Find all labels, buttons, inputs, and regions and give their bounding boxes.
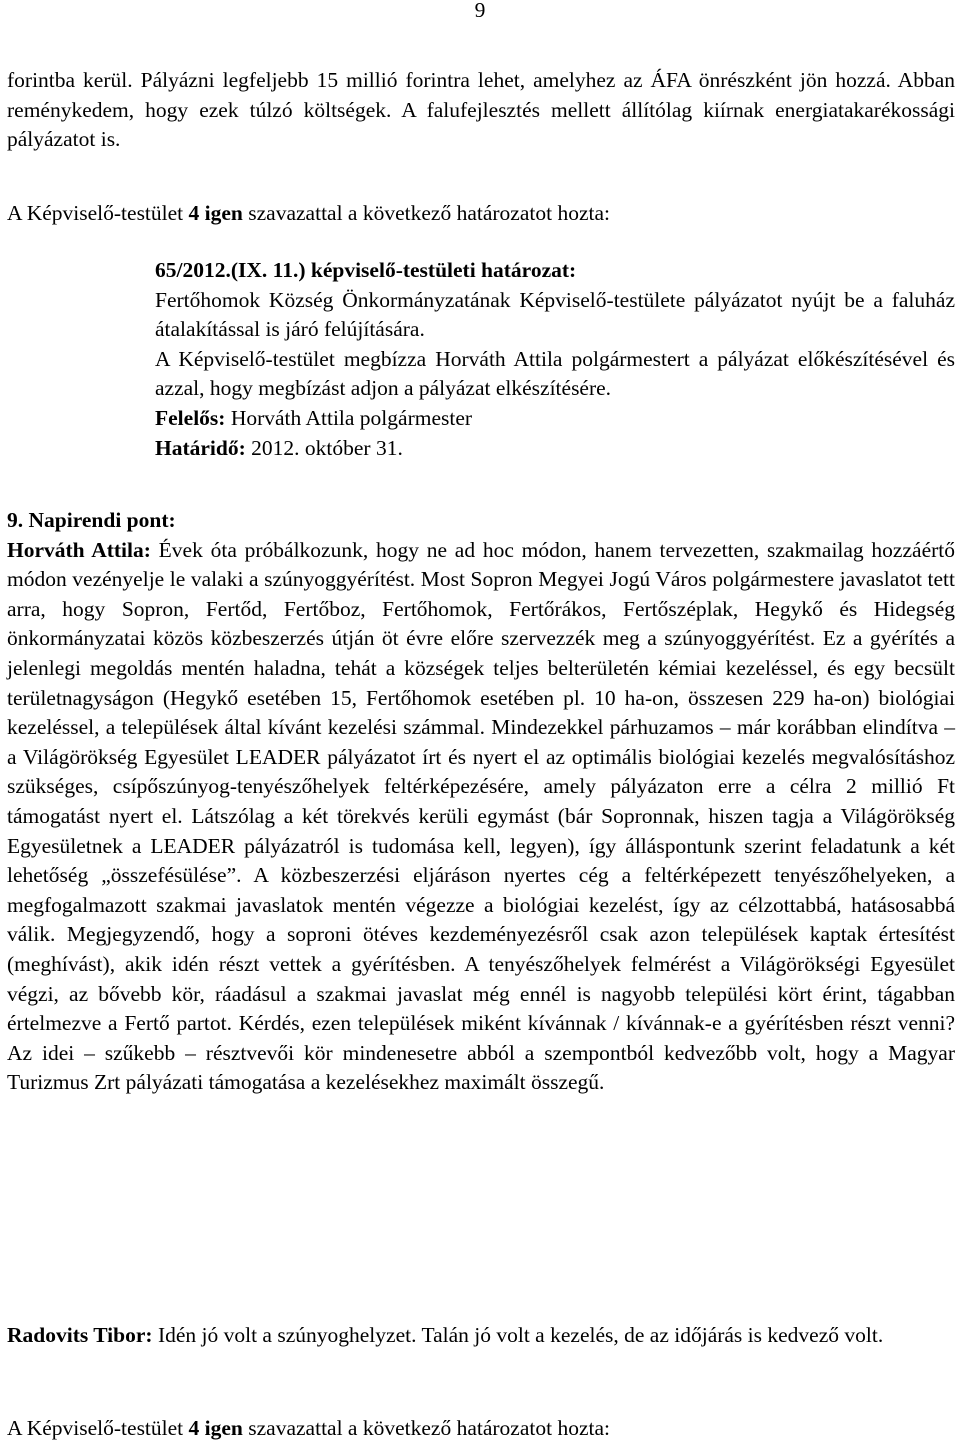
speaker-name: Radovits Tibor:	[7, 1323, 153, 1347]
responsible-label: Felelős:	[155, 405, 226, 430]
responsible-value: Horváth Attila polgármester	[230, 405, 473, 430]
resolution-responsible	[155, 404, 955, 434]
vote-text-after: szavazattal a következő határozatot hozta:	[248, 201, 610, 225]
resolution-number: 65/2012.(IX. 11.) képviselő-testületi határozat:	[155, 258, 577, 282]
resolution-body-1: Fertőhomok Község Önkormányzatának Képviselő-testülete pályázatot nyújt be a faluház átalakítással is járó felújítására.	[155, 287, 955, 342]
vote-text-before: A Képviselő-testület	[7, 1416, 184, 1440]
speaker-name: Horváth Attila:	[7, 537, 151, 562]
speech-1	[7, 536, 955, 1098]
speech-text: Évek óta próbálkozunk, hogy ne ad hoc módon, hanem tervezetten, szakmailag hozzáértő módon vezényelje le valaki a szúnyoggyérítést. Most Sopron Megyei Jogú Város polgármestere javaslatot tett arra, hogy Sopron, Fertőd, Fertőboz, Fertőhomok, Fertőrákos, Fertőszéplak, Hegykő és Hidegség önkormányzatai közös közbeszerzés útján öt évre előre szervezzék meg a szúnyoggyérítést. Ez a gyérítés a jelenlegi megoldás mentén haladna, tehát a községek teljes belterületén kémiai kezeléssel, és egy becsült területnagyságon (Hegykő esetében 15, Fertőhomok esetében pl. 10 ha-on, összesen 229 ha-on) biológiai kezeléssel, a települések által kívánt kezelési számmal. Mindezekkel párhuzamos – már korábban elindítva – a Világörökség Egyesület LEADER pályázatot írt és nyert el az optimális biológiai kezelés megvalósításhoz szükséges, csípőszúnyog-tenyészőhelyek feltérképezésére, amely pályázaton erre a célra 2 millió Ft támogatást nyert el. Látszólag a két törekvés kerüli egymást (bár Sopronnak, hiszen tagja a Világörökség Egyesületnek a LEADER pályázatról is tudomása kell, legyen), így álláspontunk szerint feladatunk a két lehetőség „összefésülése”. A közbeszerzési eljáráson nyertes cég a feltérképezett tenyészőhelyeken, a megfogalmazott szakmai javaslatok mentén végezze a biológiai kezelést, így az célzottabbá, hatásosabbá válik. Megjegyzendő, hogy a soproni ötéves kezdeményezésről csak azon települések kaptak értesítést (meghívást), akik idén részt vettek a gyérítésben. A tenyészőhelyek felmérést a Világörökségi Egyesület végzi, az bővebb kör, ráadásul a szakmai javaslat még ennél is nagyobb települési kört érint, tágabban értelmezve a Fertő partot. Kérdés, ezen települések miként kívánnak / kívánnak-e a gyérítésben részt venni? Az idei – szűkebb – résztvevői kör mindenesetre abból a szempontból kedvezőbb volt, hogy a Magyar Turizmus Zrt pályázati támogatása a kezelésekhez maximált összegű.	[7, 537, 955, 1095]
vote-count: 4 igen	[188, 1416, 243, 1440]
agenda-item	[7, 506, 955, 1098]
deadline-label: Határidő:	[155, 435, 246, 460]
vote-text-before: A Képviselő-testület	[7, 201, 184, 225]
vote-line-2	[7, 1414, 955, 1444]
vote-count: 4 igen	[188, 201, 243, 225]
intro-paragraph	[7, 66, 955, 155]
speech-2	[7, 1321, 955, 1351]
speech-text: Idén jó volt a szúnyoghelyzet. Talán jó volt a kezelés, de az időjárás is kedvező volt.	[157, 1323, 884, 1347]
intro-text: forintba kerül. Pályázni legfeljebb 15 millió forintra lehet, amelyhez az ÁFA önrészként jön hozzá. Abban reménykedem, hogy ezek túlzó költségek. A falufejlesztés mellett állítólag kiírnak energiatakarékossági pályázatot is.	[7, 68, 955, 152]
speech-2-block	[7, 1321, 955, 1351]
page-number: 9	[474, 0, 486, 22]
resolution-block	[155, 256, 955, 463]
resolution-body-2: A Képviselő-testület megbízza Horváth Attila polgármestert a pályázat előkészítésével és azzal, hogy megbízást adjon a pályázat elkészítésére.	[155, 346, 955, 401]
vote-text-after: szavazattal a következő határozatot hozta:	[248, 1416, 610, 1440]
deadline-value: 2012. október 31.	[251, 435, 403, 460]
resolution-deadline	[155, 434, 955, 464]
vote-line-1	[7, 199, 955, 229]
agenda-title: 9. Napirendi pont:	[7, 508, 176, 532]
